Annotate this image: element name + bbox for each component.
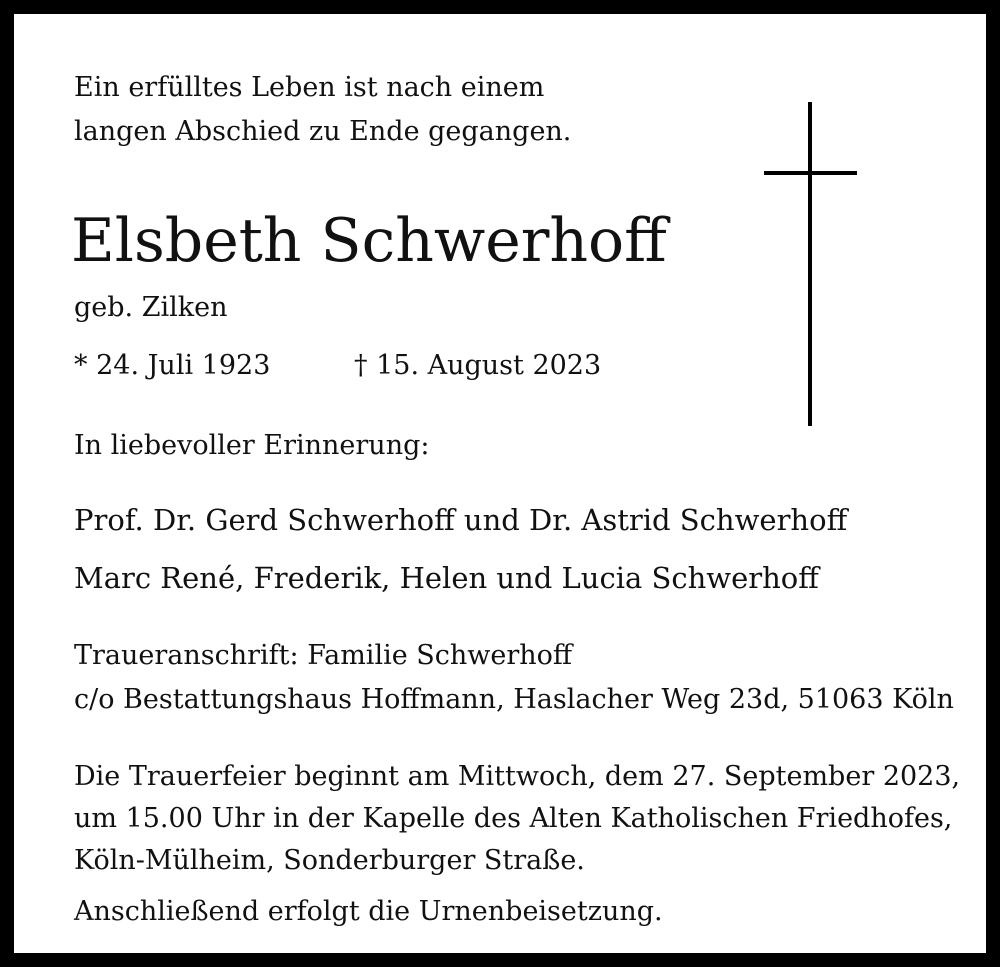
ceremony-line: Köln-Mülheim, Sonderburger Straße. xyxy=(74,845,585,876)
birth-date: * 24. Juli 1923 xyxy=(74,350,271,381)
family-line: Prof. Dr. Gerd Schwerhoff und Dr. Astrid Schwerhoff xyxy=(74,503,848,537)
deceased-name: Elsbeth Schwerhoff xyxy=(71,206,667,276)
maiden-name: geb. Zilken xyxy=(74,292,228,323)
family-line: Marc René, Frederik, Helen und Lucia Schwerhoff xyxy=(74,561,819,595)
cross-vertical-bar xyxy=(808,102,812,426)
ceremony-line: Die Trauerfeier beginnt am Mittwoch, dem 27. September 2023, xyxy=(74,761,961,792)
memory-heading: In liebevoller Erinnerung: xyxy=(74,430,430,461)
death-date: † 15. August 2023 xyxy=(354,350,602,381)
ceremony-line: um 15.00 Uhr in der Kapelle des Alten Katholischen Friedhofes, xyxy=(74,803,953,834)
mourning-address-line-2: c/o Bestattungshaus Hoffmann, Haslacher Weg 23d, 51063 Köln xyxy=(74,684,954,715)
intro-line-1: Ein erfülltes Leben ist nach einem xyxy=(74,72,545,103)
cross-horizontal-bar xyxy=(764,171,857,175)
mourning-address-line-1: Traueranschrift: Familie Schwerhoff xyxy=(74,640,573,671)
urn-burial-note: Anschließend erfolgt die Urnenbeisetzung. xyxy=(74,896,663,927)
intro-line-2: langen Abschied zu Ende gegangen. xyxy=(74,116,572,147)
